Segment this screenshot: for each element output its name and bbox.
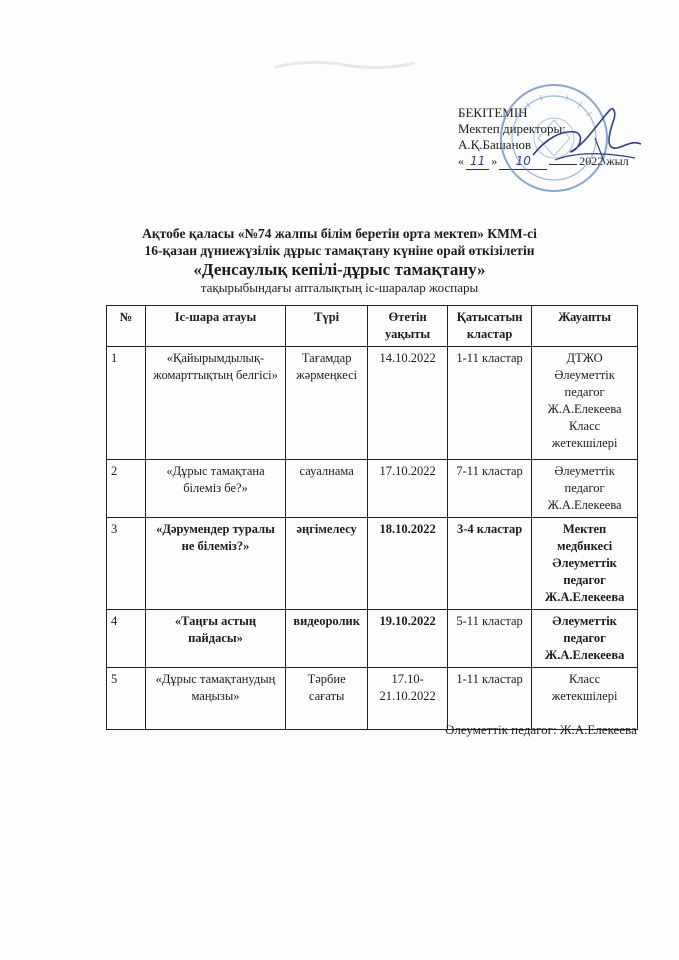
column-header: Түрі [286, 306, 368, 347]
event-date: 14.10.2022 [368, 347, 448, 460]
table-row [107, 518, 638, 610]
director-signature [525, 100, 645, 180]
event-classes: 5-11 кластар [448, 610, 532, 668]
date-year: 2022 жыл [579, 154, 629, 168]
date-open-quote: « [458, 154, 464, 168]
event-classes: 1-11 кластар [448, 347, 532, 460]
event-responsible: Әлеуметтік педагог Ж.А.Елекеева [532, 460, 638, 518]
events-table [106, 305, 638, 730]
table-row [107, 347, 638, 460]
event-classes: 7-11 кластар [448, 460, 532, 518]
table-header-row [107, 306, 638, 347]
row-number: 2 [107, 460, 146, 518]
event-date: 17.10-21.10.2022 [368, 668, 448, 730]
event-date: 17.10.2022 [368, 460, 448, 518]
event-name: «Қайырымдылық-жомарттықтың белгісі» [145, 347, 285, 460]
table-row [107, 460, 638, 518]
date-close-quote: » [491, 154, 498, 168]
event-type: Тәрбие сағаты [286, 668, 368, 730]
event-responsible: Әлеуметтік педагог Ж.А.Елекеева [532, 610, 638, 668]
column-header: № [107, 306, 146, 347]
event-responsible: ДТЖО Әлеуметтік педагог Ж.А.Елекеева Класс жетекшілері [532, 347, 638, 460]
event-date: 19.10.2022 [368, 610, 448, 668]
approval-title: БЕКІТЕМІН [458, 105, 528, 120]
event-classes: 1-11 кластар [448, 668, 532, 730]
occasion-line: 16-қазан дүниежүзілік дұрыс тамақтану күніне орай өткізілетін [144, 243, 535, 258]
event-name: «Дұрыс тамақтанудың маңызы» [145, 668, 285, 730]
school-line: Ақтобе қаласы «№74 жалпы білім беретін орта мектеп» КММ-сі [142, 226, 537, 241]
event-type: сауалнама [286, 460, 368, 518]
column-header: Өтетін уақыты [368, 306, 448, 347]
date-day: 11 [466, 153, 489, 170]
plan-subtitle: тақырыбындағы апталықтың іс-шаралар жоспары [200, 280, 479, 295]
event-name: «Дұрыс тамақтана білеміз бе?» [145, 460, 285, 518]
row-number: 5 [107, 668, 146, 730]
event-responsible: Мектеп медбикесі Әлеуметтік педагог Ж.А.Елекеева [532, 518, 638, 610]
event-classes: 3-4 кластар [448, 518, 532, 610]
event-date: 18.10.2022 [368, 518, 448, 610]
event-name: «Таңғы астың пайдасы» [145, 610, 285, 668]
event-type: видеоролик [286, 610, 368, 668]
footer-signature: Әлеуметтік педагог: Ж.А.Елекеева [445, 722, 637, 737]
event-name: «Дәрумендер туралы не білеміз?» [145, 518, 285, 610]
date-month: 10 [499, 153, 547, 170]
row-number: 1 [107, 347, 146, 460]
row-number: 3 [107, 518, 146, 610]
row-number: 4 [107, 610, 146, 668]
approval-name: А.Қ.Башанов [458, 137, 532, 152]
column-header: Жауапты [532, 306, 638, 347]
table-row [107, 668, 638, 730]
bleed-through-mark [270, 55, 420, 75]
table-row [107, 610, 638, 668]
event-responsible: Класс жетекшілері [532, 668, 638, 730]
plan-title: «Денсаулық кепілі-дұрыс тамақтану» [193, 260, 486, 279]
column-header: Қатысатын кластар [448, 306, 532, 347]
event-type: Тағамдар жәрмеңкесі [286, 347, 368, 460]
approval-position: Мектеп директоры: [458, 121, 566, 136]
event-type: әңгімелесу [286, 518, 368, 610]
column-header: Іс-шара атауы [145, 306, 285, 347]
